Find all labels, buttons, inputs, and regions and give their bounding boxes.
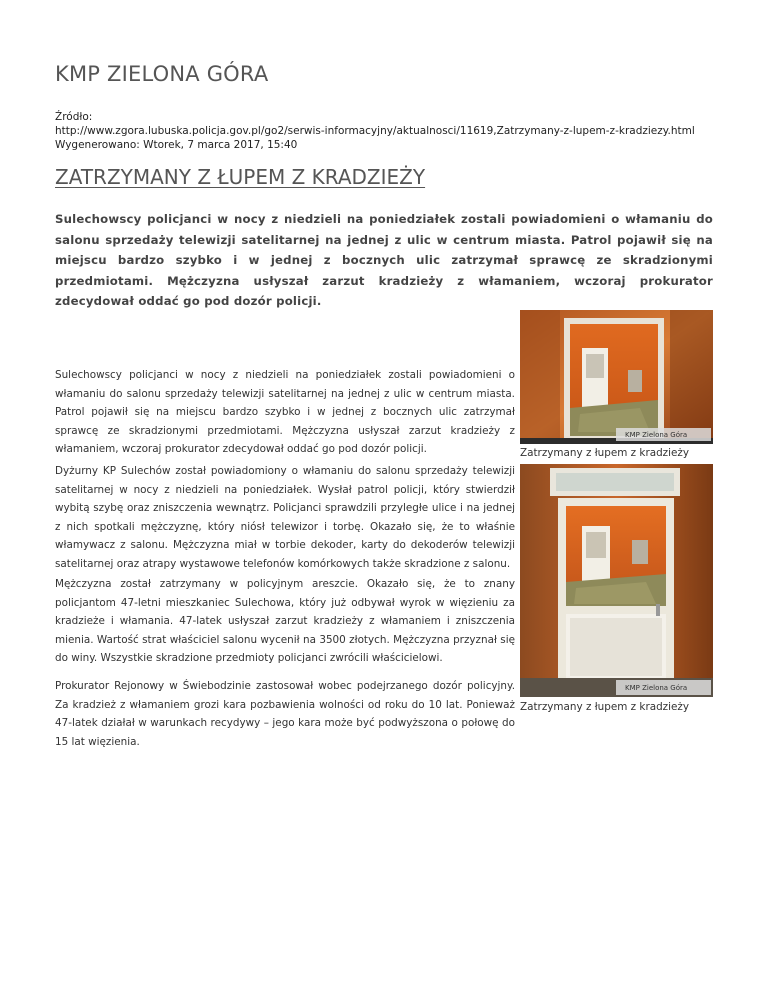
article-photo-2[interactable] <box>520 464 713 697</box>
photo-1-watermark: KMP Zielona Góra <box>625 431 688 439</box>
article-paragraph-3: Mężczyzna został zatrzymany w policyjnym areszcie. Okazało się, że to znany policjantom 47-letni mieszkaniec Sulechowa, który już odbywał wyrok w więzieniu za kradzieże i włamania. 47-latek usłyszał zarzut kradzieży z włamaniem i zniszczenia mienia. Wartość strat właściciel salonu wycenił na 3500 złotych. Mężczyzna przyznał się do winy. Wszystkie skradzione przedmioty policjanci zwrócili właścicielowi. <box>55 578 515 665</box>
source-label: Źródło: <box>55 111 93 123</box>
site-title: KMP ZIELONA GÓRA <box>55 62 269 86</box>
source-url-link[interactable]: http://www.zgora.lubuska.policja.gov.pl/go2/serwis-informacyjny/aktualnosci/11619,Zatrzymany-z-lupem-z-kradziezy.html <box>55 125 695 137</box>
article-paragraph-2: Dyżurny KP Sulechów został powiadomiony o włamaniu do salonu sprzedaży telewizji satelitarnej w nocy z niedzieli na poniedziałek. Wysłał patrol policji, który stwierdził wybitą szybę oraz zniszczenia wewnątrz. Policjanci sprawdzili przyległe ulice i na jednej z nich spotkali mężczyznę, który niósł telewizor i torbę. Okazało się, że to właśnie włamywacz z salonu. Mężczyzna miał w torbie dekoder, karty do dekoderów telewizji satelitarnej oraz atrapy wystawowe telefonów komórkowych także skradzione z salonu. <box>55 465 515 570</box>
article-lead: Sulechowscy policjanci w nocy z niedzieli na poniedziałek zostali powiadomieni o włamaniu do salonu sprzedaży telewizji satelitarnej na jednej z ulic w centrum miasta. Patrol pojawił się na miejscu bardzo szybko i w jednej z bocznych ulic zatrzymał sprawcę ze skradzionymi przedmiotami. Mężczyzna usłyszał zarzut kradzieży z włamaniem, wczoraj prokurator zdecydował oddać go pod dozór policji. <box>55 212 713 308</box>
article-paragraph-1: Sulechowscy policjanci w nocy z niedzieli na poniedziałek zostali powiadomieni o włamaniu do salonu sprzedaży telewizji satelitarnej na jednej z ulic w centrum miasta. Patrol pojawił się na miejscu bardzo szybko i w jednej z bocznych ulic zatrzymał sprawcę ze skradzionymi przedmiotami. Mężczyzna usłyszał zarzut kradzieży z włamaniem, wczoraj prokurator zdecydował oddać go pod dozór policji. <box>55 369 515 456</box>
article-paragraph-4: Prokurator Rejonowy w Świebodzinie zastosował wobec podejrzanego dozór policyjny. Za kradzież z włamaniem grozi kara pozbawienia wolności od roku do 10 lat. Ponieważ 47-latek działał w warunkach recydywy – jego kara może być podwyższona o połowę do 15 lat więzienia. <box>55 680 515 748</box>
photo-2-watermark: KMP Zielona Góra <box>625 684 688 692</box>
article-photo-1[interactable] <box>520 310 713 444</box>
photo-2-caption: Zatrzymany z łupem z kradzieży <box>520 701 690 713</box>
generated-date: Wygenerowano: Wtorek, 7 marca 2017, 15:40 <box>55 139 298 151</box>
photo-1-caption: Zatrzymany z łupem z kradzieży <box>520 447 690 459</box>
source-meta <box>55 110 745 152</box>
article-title: ZATRZYMANY Z ŁUPEM Z KRADZIEŻY <box>55 165 426 189</box>
